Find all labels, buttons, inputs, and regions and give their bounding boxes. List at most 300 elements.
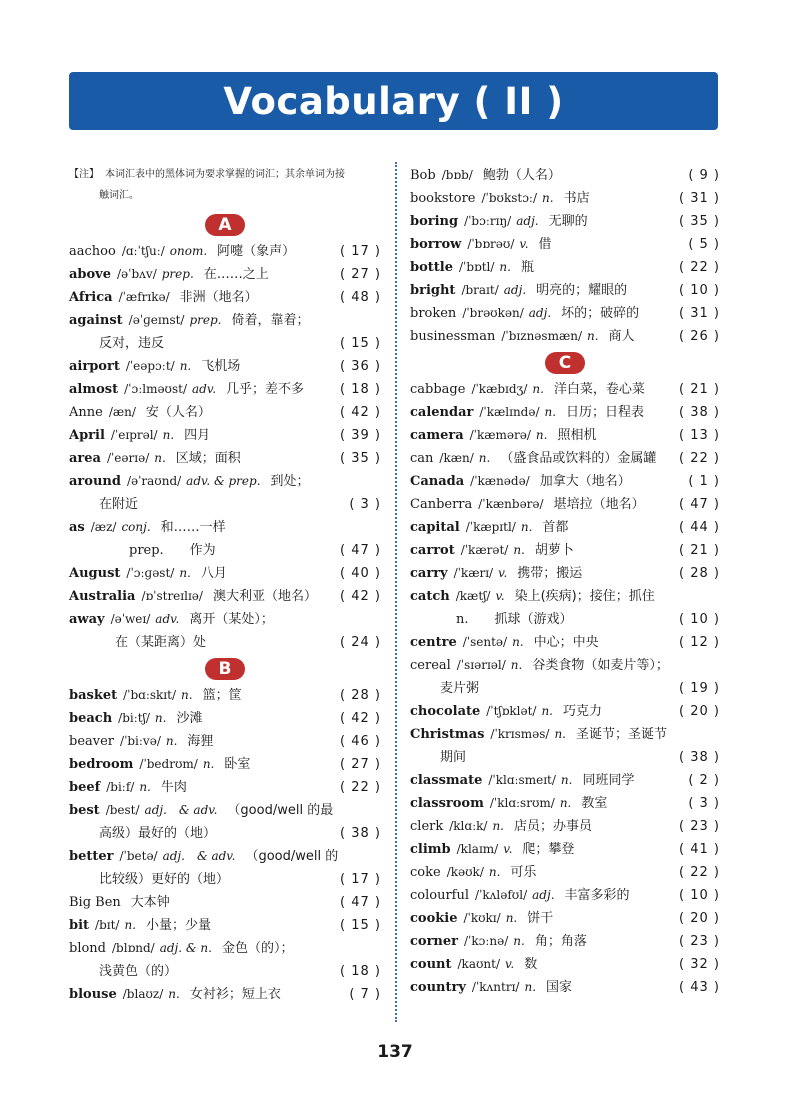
entry-continuation — [69, 631, 381, 654]
entry-headword: cereal — [410, 658, 451, 673]
entry-headword: almost — [69, 382, 119, 397]
entry-headword: corner — [410, 934, 459, 949]
entry-page-ref: ( 26 ) — [679, 329, 720, 344]
entry-phonetic: /æz/ — [90, 520, 117, 534]
entry-headword: calendar — [410, 405, 474, 420]
entry-headword: area — [69, 451, 101, 466]
entry-part-of-speech: v. — [495, 589, 505, 603]
entry-headword: carrot — [410, 543, 455, 558]
vocab-entry — [410, 325, 720, 348]
entry-phonetic: /ˈbetə/ — [119, 849, 158, 863]
entry-headword: April — [69, 428, 105, 443]
vocab-entry — [410, 539, 720, 562]
entry-page-ref: ( 47 ) — [340, 895, 381, 910]
entry-headword: August — [69, 566, 121, 581]
entry-page-ref: ( 15 ) — [340, 918, 381, 933]
entry-meaning: 四月 — [184, 428, 211, 443]
entry-meaning: 离开（某处）； — [189, 612, 274, 627]
entry-page-ref: ( 10 ) — [679, 283, 720, 298]
entry-page-ref: ( 41 ) — [679, 842, 720, 857]
vocab-entry — [69, 309, 381, 332]
vocab-entry — [69, 516, 381, 539]
vocab-entry — [69, 799, 381, 822]
entry-part-of-speech: n. — [154, 451, 166, 465]
vocab-entry — [410, 164, 720, 187]
entry-phonetic: /ˈsentə/ — [462, 635, 508, 649]
entry-headword: beach — [69, 711, 113, 726]
entry-part-of-speech: n. — [512, 635, 524, 649]
entry-part-of-speech: conj. — [121, 520, 151, 534]
entry-meaning: 到处； — [270, 474, 310, 489]
vocab-entry — [410, 585, 720, 608]
entry-page-ref: ( 46 ) — [340, 734, 381, 749]
vocab-entry — [410, 769, 720, 792]
entry-page-ref: ( 42 ) — [340, 405, 381, 420]
entry-meaning: 中心；中央 — [533, 635, 599, 650]
entry-continuation-text: 在附近 — [99, 497, 139, 512]
entry-part-of-speech: n. — [535, 428, 548, 442]
entry-part-of-speech: n. — [165, 734, 178, 748]
entry-headword: beaver — [69, 734, 115, 749]
entry-continuation — [69, 539, 381, 562]
vocab-entry — [69, 684, 381, 707]
entry-phonetic: /ˈbedrʊm/ — [139, 757, 198, 771]
vocab-entry — [69, 562, 381, 585]
entry-headword: away — [69, 612, 105, 627]
entry-part-of-speech: n. — [478, 451, 491, 465]
entry-page-ref: ( 12 ) — [679, 635, 720, 650]
entry-meaning: 教室 — [581, 796, 608, 811]
entry-headword: Africa — [69, 290, 113, 305]
entry-part-of-speech: n. — [139, 780, 151, 794]
entry-continuation-text: 期间 — [440, 750, 467, 765]
vocab-entry — [69, 753, 381, 776]
entry-headword: bit — [69, 918, 90, 933]
vocab-entry — [410, 447, 720, 470]
entry-headword: colourful — [410, 888, 470, 903]
entry-meaning: 爬；攀登 — [522, 842, 575, 857]
entry-part-of-speech: onom. — [169, 244, 208, 258]
entry-page-ref: ( 1 ) — [688, 474, 720, 489]
entry-page-ref: ( 3 ) — [349, 497, 381, 512]
entry-meaning: 携带；搬运 — [517, 566, 583, 581]
entry-part-of-speech: n. — [520, 520, 533, 534]
entry-continuation — [69, 868, 381, 891]
entry-phonetic: /ɑːˈtʃuː/ — [121, 244, 165, 258]
entry-headword: Bob — [410, 168, 436, 183]
vocab-entry — [410, 516, 720, 539]
entry-phonetic: /klaɪm/ — [456, 842, 499, 856]
vocab-entry — [69, 447, 381, 470]
entry-headword: aachoo — [69, 244, 116, 259]
entry-meaning: （good/well 的最 — [227, 803, 334, 818]
entry-phonetic: /ˈkʊkɪ/ — [463, 911, 501, 925]
entry-phonetic: /ˈkʌntrɪ/ — [471, 980, 520, 994]
entry-meaning: 书店 — [563, 191, 590, 206]
entry-page-ref: ( 18 ) — [340, 382, 381, 397]
entry-part-of-speech: adj. & adv. — [162, 849, 236, 863]
section-c — [410, 348, 720, 378]
entry-headword: broken — [410, 306, 457, 321]
entry-page-ref: ( 20 ) — [679, 704, 720, 719]
entry-page-ref: ( 5 ) — [688, 237, 720, 252]
entry-meaning: 阿嚏（象声） — [217, 244, 296, 259]
vocab-entry — [69, 776, 381, 799]
entry-meaning: 胡萝卜 — [534, 543, 574, 558]
vocab-entry — [410, 976, 720, 999]
column-divider — [395, 162, 397, 1022]
entry-meaning: 角；角落 — [534, 934, 587, 949]
entry-part-of-speech: n. — [513, 934, 525, 948]
entry-phonetic: /ˈkælɪndə/ — [479, 405, 540, 419]
vocab-entry — [69, 845, 381, 868]
entry-page-ref: ( 40 ) — [340, 566, 381, 581]
entry-headword: carry — [410, 566, 448, 581]
entry-meaning: 圣诞节；圣诞节 — [576, 727, 668, 742]
entry-phonetic: /ˈkrɪsməs/ — [490, 727, 550, 741]
entry-continuation-text: prep. 作为 — [129, 543, 216, 558]
entry-phonetic: /ˈɔːɡəst/ — [126, 566, 175, 580]
entry-phonetic: /biːtʃ/ — [118, 711, 150, 725]
entry-part-of-speech: n. — [560, 773, 573, 787]
entry-page-ref: ( 42 ) — [340, 711, 381, 726]
entry-headword: country — [410, 980, 466, 995]
entry-meaning: 巧克力 — [563, 704, 603, 719]
vocab-entry — [410, 233, 720, 256]
entry-meaning: 大本钟 — [130, 895, 170, 910]
entry-headword: Canberra — [410, 497, 473, 512]
entry-headword: better — [69, 849, 114, 864]
vocab-entry — [69, 263, 381, 286]
title-banner — [69, 72, 718, 130]
vocab-entry — [69, 608, 381, 631]
entry-meaning: 沙滩 — [176, 711, 203, 726]
vocab-entry — [69, 470, 381, 493]
section-a — [69, 210, 381, 240]
entry-page-ref: ( 18 ) — [340, 964, 381, 979]
entry-meaning: 澳大利亚（地名） — [212, 589, 317, 604]
entry-part-of-speech: n. — [154, 711, 167, 725]
entry-page-ref: ( 44 ) — [679, 520, 720, 535]
entry-headword: coke — [410, 865, 441, 880]
entry-meaning: 安（人名） — [145, 405, 211, 420]
entry-phonetic: /kætʃ/ — [455, 589, 491, 603]
right-column — [410, 164, 720, 999]
vocab-entry — [69, 286, 381, 309]
entry-part-of-speech: n. — [162, 428, 175, 442]
entry-headword: climb — [410, 842, 451, 857]
entry-part-of-speech: n. — [587, 329, 599, 343]
entry-phonetic: /ˈɔːlməʊst/ — [124, 382, 188, 396]
entry-meaning: 饼干 — [527, 911, 554, 926]
entry-phonetic: /ˈbɔːrɪŋ/ — [464, 214, 512, 228]
entry-headword: centre — [410, 635, 457, 650]
entry-page-ref: ( 27 ) — [340, 267, 381, 282]
entry-phonetic: /əˈweɪ/ — [110, 612, 151, 626]
entry-meaning: （盛食品或饮料的）金属罐 — [500, 451, 657, 466]
entry-meaning: 女衬衫；短上衣 — [189, 987, 281, 1002]
entry-meaning: 瓶 — [520, 260, 534, 275]
entry-page-ref: ( 13 ) — [679, 428, 720, 443]
entry-meaning: 堪培拉（地名） — [553, 497, 645, 512]
entry-meaning: 丰富多彩的 — [564, 888, 630, 903]
entry-meaning: 借 — [538, 237, 552, 252]
vocab-entry — [410, 401, 720, 424]
entry-meaning: 商人 — [608, 329, 635, 344]
entry-phonetic: /klɑːk/ — [449, 819, 488, 833]
entry-page-ref: ( 10 ) — [679, 612, 720, 627]
entry-meaning: 无聊的 — [548, 214, 588, 229]
vocab-entry — [69, 378, 381, 401]
entry-page-ref: ( 22 ) — [679, 260, 720, 275]
entry-phonetic: /ˈkʌləfʊl/ — [475, 888, 528, 902]
entry-part-of-speech: n. — [524, 980, 537, 994]
entry-meaning: 日历；日程表 — [566, 405, 645, 420]
entry-page-ref: ( 48 ) — [340, 290, 381, 305]
page-title: Vocabulary ( II ) — [223, 79, 564, 123]
entry-part-of-speech: prep. — [161, 267, 194, 281]
entry-page-ref: ( 42 ) — [340, 589, 381, 604]
entry-headword: airport — [69, 359, 120, 374]
entry-page-ref: ( 10 ) — [679, 888, 720, 903]
vocab-entry — [410, 424, 720, 447]
section-letter-b: B — [205, 658, 245, 680]
note — [69, 164, 381, 206]
entry-part-of-speech: n. — [544, 405, 557, 419]
vocab-entry — [410, 884, 720, 907]
entry-page-ref: ( 17 ) — [340, 872, 381, 887]
entry-meaning: 首都 — [542, 520, 569, 535]
entry-list-b-cont — [410, 164, 720, 348]
entry-part-of-speech: n. — [541, 704, 553, 718]
entry-page-ref: ( 27 ) — [340, 757, 381, 772]
entry-headword: chocolate — [410, 704, 481, 719]
entry-part-of-speech: n. — [492, 819, 504, 833]
entry-phonetic: /braɪt/ — [461, 283, 499, 297]
entry-meaning: 明亮的；耀眼的 — [536, 283, 628, 298]
entry-headword: bedroom — [69, 757, 134, 772]
entry-page-ref: ( 24 ) — [340, 635, 381, 650]
entry-part-of-speech: n. — [542, 191, 554, 205]
entry-page-ref: ( 21 ) — [679, 382, 720, 397]
entry-headword: against — [69, 313, 123, 328]
entry-meaning: 加拿大（地名） — [539, 474, 631, 489]
entry-meaning: 区域；面积 — [175, 451, 241, 466]
entry-headword: borrow — [410, 237, 462, 252]
entry-phonetic: /ˈkæmərə/ — [469, 428, 531, 442]
entry-meaning: 谷类食物（如麦片等）； — [532, 658, 669, 673]
entry-meaning: 鲍勃（人名） — [482, 168, 561, 183]
entry-headword: Big Ben — [69, 895, 121, 910]
entry-continuation-text: 反对，违反 — [99, 336, 165, 351]
entry-page-ref: ( 20 ) — [679, 911, 720, 926]
entry-meaning: 同班同学 — [582, 773, 635, 788]
entry-part-of-speech: adj. & adv. — [144, 803, 218, 817]
vocab-entry — [410, 302, 720, 325]
vocab-entry — [410, 378, 720, 401]
entry-part-of-speech: prep. — [189, 313, 222, 327]
vocab-entry — [410, 907, 720, 930]
entry-meaning: 牛肉 — [160, 780, 187, 795]
entry-page-ref: ( 23 ) — [679, 819, 720, 834]
entry-phonetic: /əˈɡeɪnst/ — [128, 313, 185, 327]
entry-continuation — [69, 822, 381, 845]
entry-page-ref: ( 28 ) — [679, 566, 720, 581]
entry-page-ref: ( 21 ) — [679, 543, 720, 558]
entry-part-of-speech: adv. & prep. — [186, 474, 261, 488]
entry-page-ref: ( 38 ) — [340, 826, 381, 841]
vocab-entry — [410, 723, 720, 746]
section-b — [69, 654, 381, 684]
entry-meaning: 八月 — [200, 566, 227, 581]
entry-meaning: 在……之上 — [203, 267, 269, 282]
entry-headword: Anne — [69, 405, 103, 420]
vocab-entry — [410, 493, 720, 516]
entry-phonetic: /ˈkæbɪdʒ/ — [471, 382, 528, 396]
entry-page-ref: ( 7 ) — [349, 987, 381, 1002]
entry-headword: can — [410, 451, 434, 466]
entry-headword: count — [410, 957, 452, 972]
entry-meaning: 海狸 — [187, 734, 214, 749]
entry-headword: basket — [69, 688, 118, 703]
entry-page-ref: ( 17 ) — [340, 244, 381, 259]
entry-headword: bookstore — [410, 191, 476, 206]
entry-headword: bright — [410, 283, 456, 298]
entry-meaning: 可乐 — [510, 865, 537, 880]
entry-part-of-speech: adv. — [192, 382, 217, 396]
entry-continuation-text: 比较级）更好的（地） — [99, 872, 230, 887]
note-text-cont: 触词汇。 — [99, 190, 139, 201]
left-column — [69, 164, 381, 1006]
entry-headword: classmate — [410, 773, 483, 788]
entry-page-ref: ( 39 ) — [340, 428, 381, 443]
entry-page-ref: ( 23 ) — [679, 934, 720, 949]
vocab-entry — [410, 654, 720, 677]
entry-part-of-speech: adj. — [528, 306, 552, 320]
entry-phonetic: /best/ — [105, 803, 140, 817]
vocab-entry — [410, 562, 720, 585]
entry-headword: businessman — [410, 329, 496, 344]
entry-continuation-text: 高级）最好的（地） — [99, 826, 217, 841]
entry-part-of-speech: n. — [510, 658, 523, 672]
entry-phonetic: /æn/ — [108, 405, 136, 419]
entry-part-of-speech: adv. — [155, 612, 180, 626]
entry-meaning: 金色（的）； — [221, 941, 294, 956]
vocab-entry — [69, 937, 381, 960]
entry-headword: around — [69, 474, 121, 489]
entry-meaning: 飞机场 — [201, 359, 241, 374]
entry-phonetic: /ˈbɒrəʊ/ — [467, 237, 515, 251]
entry-part-of-speech: n. — [513, 543, 525, 557]
entry-phonetic: /ˈeəpɔːt/ — [125, 359, 175, 373]
vocab-entry — [410, 279, 720, 302]
entry-part-of-speech: n. — [179, 359, 192, 373]
entry-part-of-speech: n. — [505, 911, 518, 925]
vocab-entry — [410, 210, 720, 233]
entry-page-ref: ( 38 ) — [679, 405, 720, 420]
entry-meaning: 洋白菜，卷心菜 — [553, 382, 645, 397]
entry-phonetic: /ˈeɪprəl/ — [110, 428, 158, 442]
entry-part-of-speech: v. — [505, 957, 515, 971]
entry-headword: capital — [410, 520, 460, 535]
vocab-entry — [69, 914, 381, 937]
entry-meaning: 数 — [524, 957, 538, 972]
entry-page-ref: ( 31 ) — [679, 191, 720, 206]
entry-headword: bottle — [410, 260, 453, 275]
entry-page-ref: ( 35 ) — [340, 451, 381, 466]
entry-list-b — [69, 684, 381, 1006]
entry-page-ref: ( 15 ) — [340, 336, 381, 351]
entry-headword: blouse — [69, 987, 117, 1002]
vocab-entry — [69, 891, 381, 914]
entry-headword: clerk — [410, 819, 444, 834]
entry-meaning: 和……一样 — [160, 520, 226, 535]
entry-page-ref: ( 19 ) — [679, 681, 720, 696]
entry-headword: camera — [410, 428, 464, 443]
entry-page-ref: ( 22 ) — [679, 865, 720, 880]
entry-continuation — [69, 493, 381, 516]
entry-phonetic: /kəʊk/ — [446, 865, 484, 879]
vocab-entry — [410, 953, 720, 976]
entry-phonetic: /ɒˈstreɪlɪə/ — [141, 589, 203, 603]
entry-part-of-speech: n. — [168, 987, 180, 1001]
entry-headword: boring — [410, 214, 459, 229]
entry-meaning: 坏的；破碎的 — [561, 306, 640, 321]
entry-headword: classroom — [410, 796, 484, 811]
vocab-entry — [69, 585, 381, 608]
vocab-entry — [410, 815, 720, 838]
entry-part-of-speech: adj. & n. — [159, 941, 212, 955]
entry-meaning: 卧室 — [224, 757, 251, 772]
entry-part-of-speech: adj. — [532, 888, 555, 902]
entry-part-of-speech: n. — [488, 865, 501, 879]
vocab-entry — [410, 631, 720, 654]
entry-headword: beef — [69, 780, 101, 795]
entry-part-of-speech: n. — [124, 918, 137, 932]
note-tag: 【注】 — [69, 169, 99, 180]
entry-phonetic: /ˈkænədə/ — [470, 474, 530, 488]
entry-headword: cabbage — [410, 382, 466, 397]
entry-page-ref: ( 22 ) — [679, 451, 720, 466]
entry-meaning: 篮；筐 — [202, 688, 242, 703]
entry-part-of-speech: n. — [554, 727, 566, 741]
entry-page-ref: ( 47 ) — [340, 543, 381, 558]
vocab-entry — [410, 700, 720, 723]
entry-phonetic: /ˈsɪərɪəl/ — [456, 658, 506, 672]
entry-phonetic: /ˈbɒtl/ — [458, 260, 495, 274]
entry-list-a — [69, 240, 381, 654]
vocab-entry — [69, 401, 381, 424]
entry-part-of-speech: adj. — [516, 214, 539, 228]
section-letter-c: C — [545, 352, 585, 374]
entry-part-of-speech: v. — [503, 842, 513, 856]
entry-page-ref: ( 22 ) — [340, 780, 381, 795]
entry-phonetic: /kæn/ — [439, 451, 474, 465]
entry-headword: Christmas — [410, 727, 485, 742]
entry-phonetic: /ˈbɑːskɪt/ — [123, 688, 177, 702]
entry-continuation-text: 麦片粥 — [440, 681, 480, 696]
entry-phonetic: /ˈæfrɪkə/ — [118, 290, 170, 304]
entry-headword: Canada — [410, 474, 465, 489]
vocab-entry — [69, 424, 381, 447]
entry-meaning: 照相机 — [557, 428, 597, 443]
vocab-entry — [69, 240, 381, 263]
entry-headword: blond — [69, 941, 107, 956]
entry-continuation-text: 浅黄色（的） — [99, 964, 178, 979]
entry-page-ref: ( 28 ) — [340, 688, 381, 703]
entry-continuation — [410, 677, 720, 700]
entry-continuation — [69, 332, 381, 355]
